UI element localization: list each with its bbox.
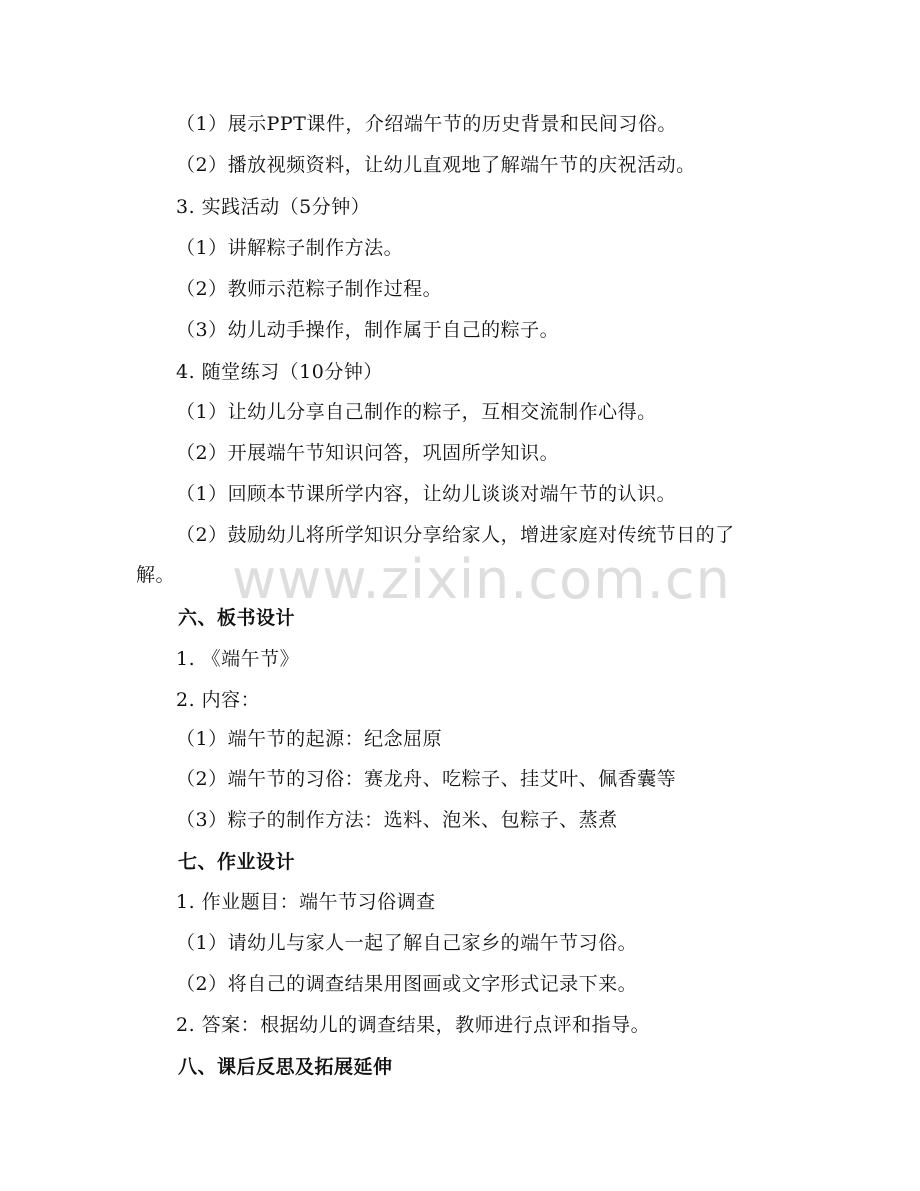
list-item: （1）请幼儿与家人一起了解自己家乡的端午节习俗。 (176, 932, 638, 954)
list-item: （2）播放视频资料，让幼儿直观地了解端午节的庆祝活动。 (176, 154, 696, 176)
list-item: 3. 实践活动（5分钟） (176, 196, 371, 218)
list-item: （3）粽子的制作方法：选料、泡米、包粽子、蒸煮 (176, 809, 618, 831)
list-item: 1. 作业题目：端午节习俗调查 (176, 891, 436, 913)
list-item: （2）鼓励幼儿将所学知识分享给家人，增进家庭对传统节日的了 (176, 524, 735, 546)
section-heading: 七、作业设计 (178, 851, 296, 873)
list-item: 1. 《端午节》 (176, 648, 300, 670)
section-heading: 八、课后反思及拓展延伸 (178, 1056, 393, 1078)
list-item: （2）将自己的调查结果用图画或文字形式记录下来。 (176, 973, 638, 995)
list-item: 2. 答案：根据幼儿的调查结果，教师进行点评和指导。 (176, 1014, 651, 1036)
list-item: 2. 内容： (176, 689, 261, 711)
list-item: （1）讲解粽子制作方法。 (176, 237, 404, 259)
list-item: （3）幼儿动手操作，制作属于自己的粽子。 (176, 319, 560, 341)
list-item: （1）展示PPT课件，介绍端午节的历史背景和民间习俗。 (176, 113, 677, 135)
list-item: （1）让幼儿分享自己制作的粽子，互相交流制作心得。 (176, 401, 657, 423)
list-item: （2）端午节的习俗：赛龙舟、吃粽子、挂艾叶、佩香囊等 (176, 768, 677, 790)
list-item: （1）回顾本节课所学内容，让幼儿谈谈对端午节的认识。 (176, 483, 677, 505)
section-heading: 六、板书设计 (178, 607, 296, 629)
list-item: （2）开展端午节知识问答，巩固所学知识。 (176, 442, 560, 464)
list-item: 4. 随堂练习（10分钟） (176, 361, 383, 383)
list-item: （2）教师示范粽子制作过程。 (176, 278, 443, 300)
watermark: www.zixin.com.cn (232, 548, 731, 611)
list-item: （1）端午节的起源：纪念屈原 (176, 728, 443, 750)
list-item-continuation: 解。 (136, 564, 176, 586)
